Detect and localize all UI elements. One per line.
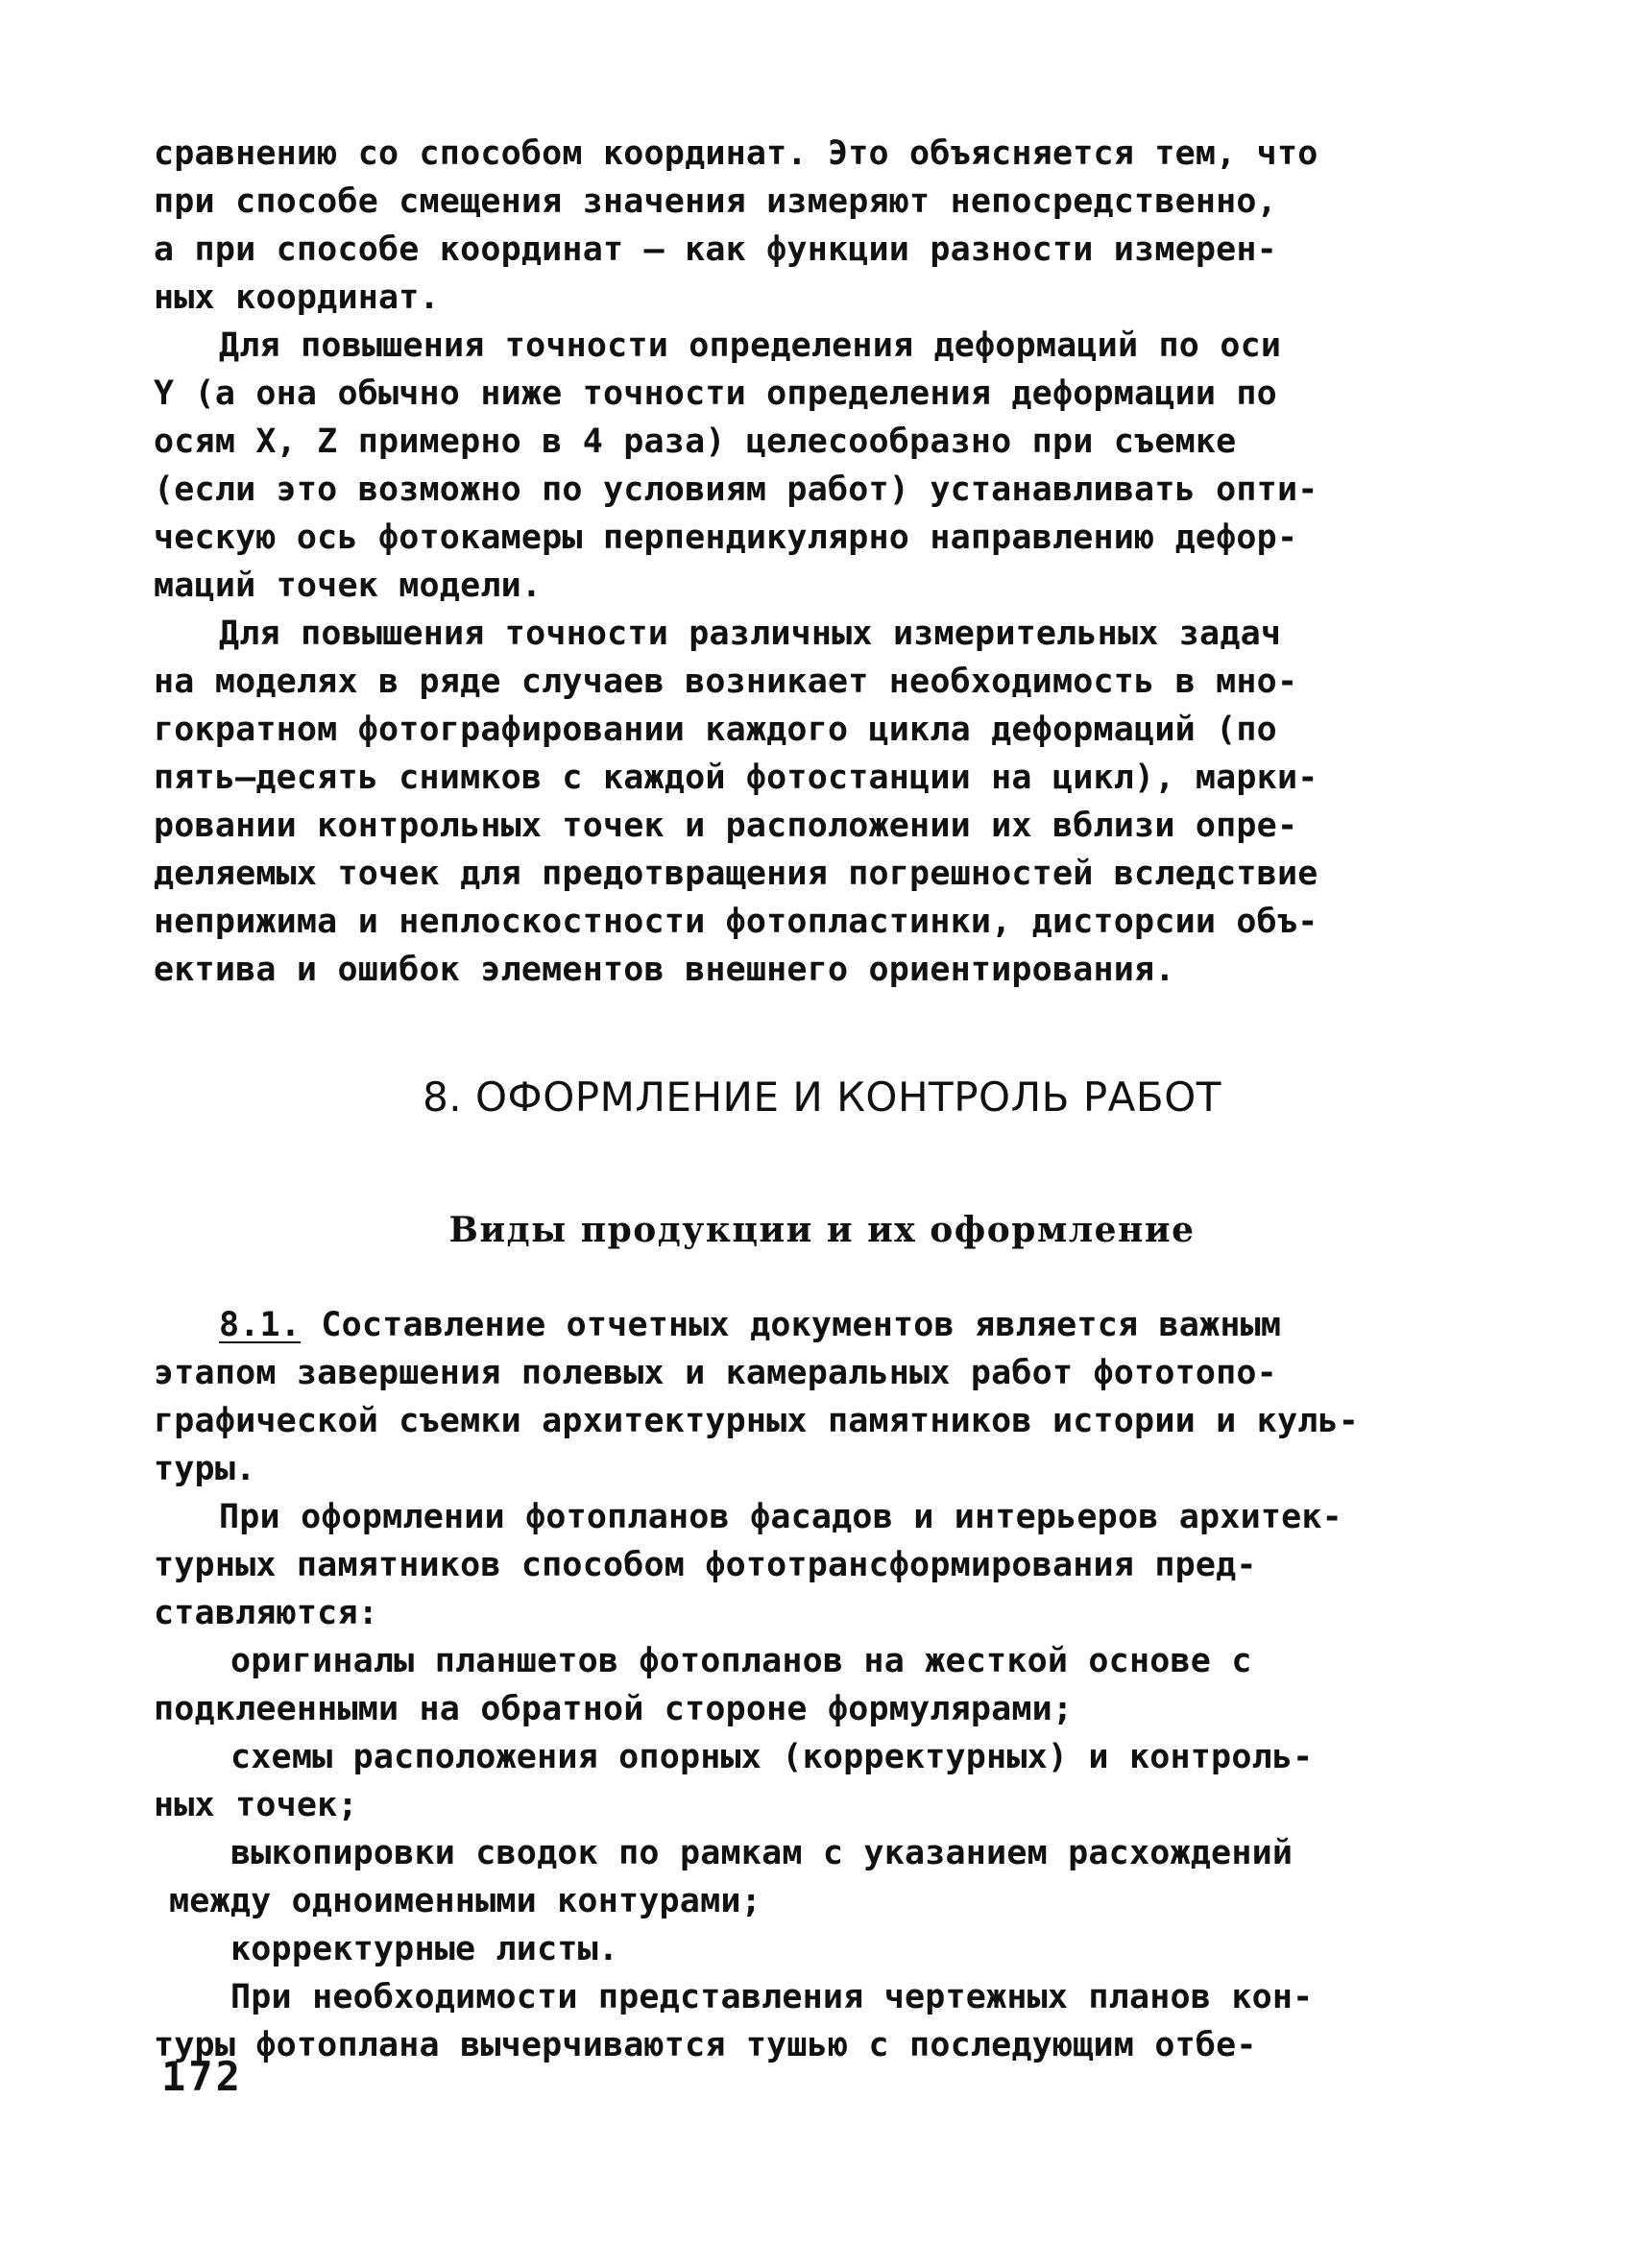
page-number: 172	[161, 2053, 243, 2100]
text-line: Y (а она обычно ниже точности определения деформации по	[154, 374, 1277, 413]
text-line: ектива и ошибок элементов внешнего ориентирования.	[154, 951, 1175, 989]
text-line: ных координат.	[154, 278, 440, 317]
list-item-line: корректурные листы.	[230, 1930, 619, 1968]
text-line: ровании контрольных точек и расположении их вблизи опре-	[154, 807, 1298, 845]
text-line: неприжима и неплоскостности фотопластинки, дисторсии объ-	[154, 903, 1318, 941]
list-item-line: ных точек;	[154, 1786, 358, 1824]
text-line: а при способе координат – как функции разности измерен-	[154, 230, 1277, 269]
text-line: этапом завершения полевых и камеральных работ фототопо-	[154, 1354, 1277, 1392]
text-line: при способе смещения значения измеряют непосредственно,	[154, 182, 1277, 221]
text-line: ставляются:	[154, 1594, 378, 1632]
list-item-line: схемы расположения опорных (корректурных) и контроль-	[230, 1738, 1314, 1776]
text-line: туры.	[154, 1450, 256, 1488]
list-item-line: оригиналы планшетов фотопланов на жесткой основе с	[230, 1642, 1252, 1680]
text-line: гократном фотографировании каждого цикла деформаций (по	[154, 711, 1277, 749]
text-line: сравнению со способом координат. Это объясняется тем, что	[154, 134, 1318, 173]
list-item-line: между одноименными контурами;	[169, 1882, 762, 1920]
text-line: Для повышения точности различных измерительных задач	[219, 615, 1282, 653]
text-line: При необходимости представления чертежных планов кон-	[230, 1978, 1314, 2016]
text-line: туры фотоплана вычерчиваются тушью с последующим отбе-	[154, 2026, 1257, 2064]
text-line: маций точек модели.	[154, 567, 543, 605]
text-line: на моделях в ряде случаев возникает необходимость в мно-	[154, 663, 1298, 701]
text-line: осям X, Z примерно в 4 раза) целесообразно при съемке	[154, 422, 1237, 461]
text-line: (если это возможно по условиям работ) устанавливать опти-	[154, 470, 1318, 509]
list-item-line: выкопировки сводок по рамкам с указанием расхождений	[230, 1834, 1293, 1872]
clause-number: 8.1.	[219, 1306, 302, 1344]
text-line: турных памятников способом фототрансформирования пред-	[154, 1546, 1257, 1584]
text-line: графической съемки архитектурных памятников истории и куль-	[154, 1402, 1360, 1440]
section-heading: 8. ОФОРМЛЕНИЕ И КОНТРОЛЬ РАБОТ	[423, 1074, 1221, 1121]
text-line: ческую ось фотокамеры перпендикулярно направлению дефор-	[154, 519, 1298, 557]
subsection-heading: Виды продукции и их оформление	[448, 1210, 1196, 1250]
clause-first-line	[219, 1302, 1281, 1348]
text-line: пять–десять снимков с каждой фотостанции на цикл), марки-	[154, 759, 1318, 797]
text-line: Составление отчетных документов является важным	[321, 1306, 1282, 1344]
text-line: Для повышения точности определения деформаций по оси	[219, 326, 1282, 365]
list-item-line: подклеенными на обратной стороне формулярами;	[154, 1690, 1074, 1728]
text-line: деляемых точек для предотвращения погрешностей вследствие	[154, 855, 1318, 893]
text-line: При оформлении фотопланов фасадов и интерьеров архитек-	[219, 1498, 1342, 1536]
